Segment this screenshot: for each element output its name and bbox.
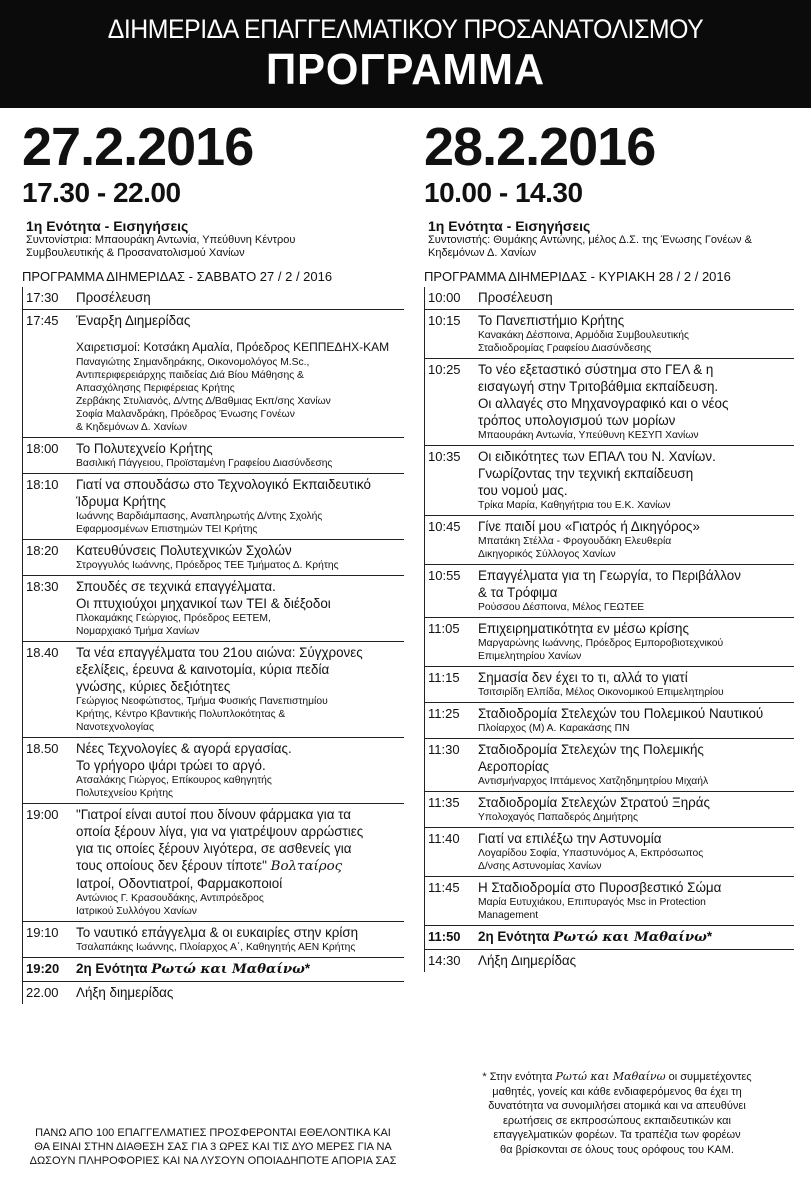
schedule-body — [76, 289, 404, 306]
schedule-body — [478, 361, 794, 442]
schedule-title: Έναρξη Διημερίδας — [76, 313, 191, 328]
schedule-time: 18.50 — [26, 741, 59, 756]
schedule-title: Το Πανεπιστήμιο Κρήτης — [478, 313, 625, 328]
schedule-speaker: Υπολοχαγός Παπαδερός Δημήτρης — [478, 812, 638, 823]
schedule-speaker: Τσιτσιρίδη Ελπίδα, Μέλος Οικονομικού Επιμελητηρίου — [478, 687, 724, 698]
schedule-title: Ιατροί, Οδοντιατροί, Φαρμακοποιοί — [76, 876, 283, 891]
schedule-body — [478, 289, 794, 306]
schedule-title: Λήξη Διημερίδας — [478, 953, 577, 968]
schedule-time: 22.00 — [26, 985, 59, 1000]
schedule-time: 19:20 — [26, 961, 60, 976]
schedule-speaker: Τσαλαπάκης Ιωάννης, Πλοίαρχος Α΄, Καθηγητής ΑΕΝ Κρήτης — [76, 942, 356, 953]
schedule-title: Οι ειδικότητες των ΕΠΑΛ του Ν. Χανίων. — [478, 449, 716, 464]
event-subtitle: ΔΙΗΜΕΡΙΔΑ ΕΠΑΓΓΕΛΜΑΤΙΚΟΥ ΠΡΟΣΑΝΑΤΟΛΙΣΜΟΥ — [107, 14, 704, 44]
schedule-speaker: Επιμελητηρίου Χανίων — [478, 651, 582, 662]
schedule-body — [76, 312, 404, 434]
schedule-title: Οι αλλαγές στο Μηχανογραφικό και ο νέος — [478, 396, 729, 411]
schedule-title: εξελίξεις, έρευνα & καινοτομία, κύρια πεδία — [76, 662, 330, 677]
schedule-row — [425, 950, 794, 972]
schedule-time: 18:10 — [26, 477, 59, 492]
day2-schedule — [424, 287, 794, 972]
schedule-body — [478, 448, 794, 512]
schedule-speaker: Δ/νσης Αστυνομίας Χανίων — [478, 861, 602, 872]
schedule-title: Τα νέα επαγγέλματα του 21ου αιώνα: Σύγχρονες — [76, 645, 363, 660]
day1-program-title: ΠΡΟΓΡΑΜΜΑ ΔΙΗΜΕΡΙΔΑΣ - ΣΑΒΒΑΤΟ 27 / 2 / 2016 — [22, 269, 333, 284]
text-line: δυνατότητα να συνομιλήσει ατομικά και να απευθύνει — [488, 1100, 746, 1112]
schedule-speaker: Κανακάκη Δέσποινα, Αρμόδια Συμβουλευτικής — [478, 330, 689, 341]
header-banner — [0, 0, 811, 108]
schedule-time: 10:35 — [428, 449, 461, 464]
day1-date: 27.2.2016 — [22, 117, 254, 177]
schedule-row — [425, 565, 794, 618]
schedule-body — [478, 952, 794, 969]
schedule-row — [23, 310, 404, 438]
schedule-title: Γίνε παιδί μου «Γιατρός ή Δικηγόρος» — [478, 519, 700, 534]
schedule-title: Το γρήγορο ψάρι τρώει το αργό. — [76, 758, 266, 773]
schedule-time: 19:00 — [26, 807, 59, 822]
schedule-title: Το Πολυτεχνείο Κρήτης — [76, 441, 213, 456]
schedule-title: Σταδιοδρομία Στελεχών του Πολεμικού Ναυτικού — [478, 706, 764, 721]
schedule-speaker: Αντώνιος Γ. Κρασουδάκης, Αντιπρόεδρος — [76, 893, 264, 904]
schedule-speaker: Μαρία Ευτυχιάκου, Επιπυραγός Msc in Protection — [478, 897, 706, 908]
schedule-title: Οι πτυχιούχοι μηχανικοί των ΤΕΙ & διέξοδοι — [76, 596, 331, 611]
volunteers-notice — [22, 1126, 404, 1168]
day2-section-title: 1η Ενότητα - Εισηγήσεις — [428, 218, 591, 234]
schedule-title: τους οποίους δεν ξέρουν τίποτε" Βολταίρος — [76, 858, 343, 874]
schedule-body — [478, 879, 794, 922]
text-line: ερωτήσεις σε εκπροσώπους εκπαιδευτικών και — [503, 1114, 731, 1127]
schedule-row — [23, 804, 404, 922]
schedule-time: 10:55 — [428, 568, 461, 583]
schedule-speaker: Σοφία Μαλανδράκη, Πρόεδρος Ένωσης Γονέων — [76, 409, 295, 420]
schedule-speaker: Αντισμήναρχος Ιπτάμενος Χατζηδημητρίου Μιχαήλ — [478, 776, 709, 787]
text-line: επαγγελματικών φορέων. Τα τραπέζια των φορέων — [493, 1129, 741, 1141]
schedule-row — [425, 359, 794, 446]
schedule-speaker: Απασχόλησης Περιφέρειας Κρήτης — [76, 383, 235, 394]
text-line: * Στην ενότητα Ρωτώ και Μαθαίνω οι συμμετέχοντες — [482, 1070, 752, 1083]
text-line: μαθητές, γονείς και κάθε ενδιαφερόμενος θα έχει τη — [492, 1085, 742, 1098]
schedule-title: Σταδιοδρομία Στελεχών της Πολεμικής — [478, 742, 704, 757]
schedule-speaker: Σταδιοδρομίας Γραφείου Διασύνδεσης — [478, 343, 652, 354]
schedule-time: 18:30 — [26, 579, 59, 594]
schedule-title: Ίδρυμα Κρήτης — [76, 494, 166, 509]
schedule-title: Χαιρετισμοί: Κοτσάκη Αμαλία, Πρόεδρος ΚΕΠΠΕΔΗΧ-ΚΑΜ — [76, 340, 390, 354]
schedule-title: Σπουδές σε τεχνικά επαγγέλματα. — [76, 579, 276, 594]
schedule-title: Γιατί να επιλέξω την Αστυνομία — [478, 831, 662, 846]
day1-schedule — [22, 287, 404, 1004]
schedule-time: 10:00 — [428, 290, 461, 305]
schedule-row — [425, 877, 794, 926]
schedule-time: 18:00 — [26, 441, 59, 456]
day2-program-title: ΠΡΟΓΡΑΜΜΑ ΔΙΗΜΕΡΙΔΑΣ - ΚΥΡΙΑΚΗ 28 / 2 / 2016 — [424, 269, 731, 284]
schedule-title: του νομού μας. — [478, 483, 568, 498]
schedule-title: "Γιατροί είναι αυτοί που δίνουν φάρμακα για τα — [76, 807, 352, 822]
schedule-row — [23, 540, 404, 576]
day2-date: 28.2.2016 — [424, 117, 656, 177]
schedule-body — [76, 644, 404, 734]
schedule-speaker: Πλοίαρχος (Μ) Α. Καρακάσης ΠΝ — [478, 723, 630, 734]
schedule-body — [478, 620, 794, 663]
schedule-time: 11:05 — [428, 621, 460, 636]
schedule-row — [425, 310, 794, 359]
schedule-title: Κατευθύνσεις Πολυτεχνικών Σχολών — [76, 543, 292, 558]
schedule-title: Προσέλευση — [478, 290, 553, 305]
schedule-title: Γιατί να σπουδάσω στο Τεχνολογικό Εκπαιδευτικό — [76, 477, 371, 492]
schedule-row — [425, 828, 794, 877]
schedule-speaker: Λογαρίδου Σοφία, Υπαστυνόμος Α, Εκπρόσωπος — [478, 848, 704, 859]
schedule-body — [76, 806, 404, 918]
schedule-speaker: Στρογγυλός Ιωάννης, Πρόεδρος ΤΕΕ Τμήματος Δ. Κρήτης — [76, 560, 339, 571]
schedule-time: 17:45 — [26, 313, 59, 328]
schedule-title: Σημασία δεν έχει το τι, αλλά το γιατί — [478, 670, 688, 685]
schedule-time: 18:20 — [26, 543, 59, 558]
schedule-body — [478, 669, 794, 699]
schedule-title: Γνωρίζοντας την τεχνική εκπαίδευση — [478, 466, 694, 481]
schedule-title: εισαγωγή στην Τριτοβάθμια εκπαίδευση. — [478, 379, 719, 394]
schedule-row — [23, 576, 404, 642]
schedule-title: Η Σταδιοδρομία στο Πυροσβεστικό Σώμα — [478, 880, 722, 895]
schedule-body — [478, 312, 794, 355]
schedule-body — [478, 567, 794, 614]
schedule-title: γνώσης, κύριες δεξιότητες — [76, 679, 231, 694]
schedule-row — [425, 739, 794, 792]
schedule-speaker: Δικηγορικός Σύλλογος Χανίων — [478, 549, 616, 560]
schedule-body — [76, 984, 404, 1001]
schedule-row — [23, 438, 404, 474]
text-line: θα βρίσκονται σε όλους τους ορόφους του ΚΑΜ. — [500, 1143, 734, 1156]
schedule-title: Αεροπορίας — [478, 759, 550, 774]
schedule-row — [23, 287, 404, 310]
schedule-time: 10:45 — [428, 519, 461, 534]
page-title: ΠΡΟΓΡΑΜΜΑ — [265, 45, 546, 94]
text-line: Συντονίστρια: Μπαουράκη Αντωνία, Υπεύθυνη Κέντρου — [26, 234, 296, 246]
schedule-title: Το ναυτικό επάγγελμα & οι ευκαιρίες στην κρίση — [76, 925, 359, 940]
day2-coordinator — [428, 234, 794, 260]
schedule-body — [76, 740, 404, 800]
text-line: Συντονιστής: Θυμάκης Αντώνης, μέλος Δ.Σ. της Ένωσης Γονέων & — [428, 234, 752, 246]
schedule-body — [478, 518, 794, 561]
schedule-title: 2η Ενότητα Ρωτώ και Μαθαίνω* — [478, 929, 713, 945]
schedule-body — [478, 928, 794, 946]
text-line: ΔΩΣΟΥΝ ΠΛΗΡΟΦΟΡΙΕΣ ΚΑΙ ΝΑ ΛΥΣΟΥΝ ΟΠΟΙΑΔΗΠΟΤΕ ΑΠΟΡΙΑ ΣΑΣ — [29, 1155, 397, 1167]
schedule-speaker: Ιωάννης Βαρδιάμπασης, Αναπληρωτής Δ/ντης Σχολής — [76, 511, 323, 522]
schedule-row — [425, 516, 794, 565]
schedule-title — [76, 329, 404, 339]
schedule-row — [425, 446, 794, 516]
schedule-time: 19:10 — [26, 925, 59, 940]
schedule-time: 11:45 — [428, 880, 460, 895]
schedule-speaker: Ιατρικού Συλλόγου Χανίων — [76, 906, 197, 917]
schedule-speaker: Πολυτεχνείου Κρήτης — [76, 788, 174, 799]
day1-time: 17.30 - 22.00 — [22, 177, 181, 208]
schedule-row — [425, 287, 794, 310]
schedule-time: 11:35 — [428, 795, 460, 810]
schedule-speaker: Μπαουράκη Αντωνία, Υπεύθυνη ΚΕΣΥΠ Χανίων — [478, 430, 699, 441]
schedule-title: & τα Τρόφιμα — [478, 585, 558, 600]
schedule-row — [23, 642, 404, 738]
schedule-speaker: Παναγιώτης Σημανδηράκης, Οικονομολόγος M.Sc., — [76, 357, 310, 368]
schedule-title: Λήξη διημερίδας — [76, 985, 174, 1000]
schedule-speaker: Κρήτης, Κέντρο Κβαντικής Πολυπλοκότητας & — [76, 709, 286, 720]
schedule-title: Νέες Τεχνολογίες & αγορά εργασίας. — [76, 741, 292, 756]
schedule-speaker: Μαργαρώνης Ιωάννης, Πρόεδρος Εμποροβιοτεχνικού — [478, 638, 724, 649]
schedule-row — [425, 703, 794, 739]
schedule-body — [478, 794, 794, 824]
schedule-body — [76, 578, 404, 638]
day2-time: 10.00 - 14.30 — [424, 177, 583, 208]
schedule-speaker: Βασιλική Πάγγειου, Προϊσταμένη Γραφείου Διασύνδεσης — [76, 458, 333, 469]
schedule-title: Επιχειρηματικότητα εν μέσω κρίσης — [478, 621, 689, 636]
schedule-speaker: Γεώργιος Νεοφώτιστος, Τμήμα Φυσικής Πανεπιστημίου — [76, 696, 328, 707]
schedule-speaker: & Κηδεμόνων Δ. Χανίων — [76, 422, 187, 433]
schedule-body — [76, 440, 404, 470]
schedule-speaker: Management — [478, 910, 539, 921]
schedule-row — [425, 926, 794, 950]
schedule-body — [478, 705, 794, 735]
day1-column — [22, 118, 404, 1004]
footnote — [452, 1070, 782, 1157]
schedule-speaker: Νομαρχιακό Τμήμα Χανίων — [76, 626, 200, 637]
schedule-body — [76, 960, 404, 978]
schedule-row — [425, 618, 794, 667]
schedule-time: 10:25 — [428, 362, 461, 377]
day1-coordinator — [26, 234, 404, 260]
schedule-title: οποία ξέρουν λίγα, για να γιατρέψουν αρρώστιες — [76, 824, 364, 839]
schedule-title: Το νέο εξεταστικό σύστημα στο ΓΕΛ & η — [478, 362, 714, 377]
schedule-title: Προσέλευση — [76, 290, 151, 305]
schedule-time: 18.40 — [26, 645, 59, 660]
schedule-body — [76, 924, 404, 954]
schedule-row — [23, 982, 404, 1004]
schedule-time: 14:30 — [428, 953, 461, 968]
schedule-row — [23, 922, 404, 958]
schedule-title: για τις οποίες ξέρουν λιγότερα, σε ασθενείς για — [76, 841, 352, 856]
schedule-title: 2η Ενότητα Ρωτώ και Μαθαίνω* — [76, 961, 311, 977]
day2-column — [424, 118, 794, 972]
schedule-time: 11:25 — [428, 706, 460, 721]
schedule-time: 11:40 — [428, 831, 460, 846]
schedule-body — [478, 741, 794, 788]
schedule-title: τρόπος υπολογισμού των μορίων — [478, 413, 676, 428]
schedule-time: 11:50 — [428, 929, 461, 944]
schedule-time: 17:30 — [26, 290, 59, 305]
schedule-speaker: Νανοτεχνολογίας — [76, 722, 154, 733]
schedule-row — [23, 738, 404, 804]
schedule-row — [425, 792, 794, 828]
text-line: ΠΑΝΩ ΑΠΟ 100 ΕΠΑΓΓΕΛΜΑΤΙΕΣ ΠΡΟΣΦΕΡΟΝΤΑΙ ΕΘΕΛΟΝΤΙΚΑ ΚΑΙ — [35, 1127, 391, 1139]
schedule-speaker: Ατσαλάκης Γιώργος, Επίκουρος καθηγητής — [76, 775, 272, 786]
text-line: ΘΑ ΕΙΝΑΙ ΣΤΗΝ ΔΙΑΘΕΣΗ ΣΑΣ ΓΙΑ 3 ΩΡΕΣ ΚΑΙ ΤΙΣ ΔΥΟ ΜΕΡΕΣ ΓΙΑ ΝΑ — [34, 1141, 392, 1153]
schedule-time: 11:30 — [428, 742, 460, 757]
day1-section-title: 1η Ενότητα - Εισηγήσεις — [26, 218, 189, 234]
schedule-speaker: Τρίκα Μαρία, Καθηγήτρια του Ε.Κ. Χανίων — [478, 500, 671, 511]
schedule-time: 10:15 — [428, 313, 461, 328]
schedule-time: 11:15 — [428, 670, 460, 685]
schedule-speaker: Αντιπεριφερειάρχης παιδείας Διά Βίου Μάθησης & — [76, 370, 304, 381]
schedule-speaker: Ζερβάκης Στυλιανός, Δ/ντης Δ/Βαθμιας Εκπ/σης Χανίων — [76, 396, 331, 407]
schedule-body — [478, 830, 794, 873]
text-line: Κηδεμόνων Δ. Χανίων — [428, 247, 537, 259]
schedule-body — [76, 476, 404, 536]
schedule-title: Σταδιοδρομία Στελεχών Στρατού Ξηράς — [478, 795, 710, 810]
schedule-speaker: Ρούσσου Δέσποινα, Μέλος ΓΕΩΤΕΕ — [478, 602, 645, 613]
schedule-row — [23, 958, 404, 982]
text-line: Συμβουλευτικής & Προσανατολισμού Χανίων — [26, 247, 245, 259]
schedule-body — [76, 542, 404, 572]
schedule-row — [23, 474, 404, 540]
schedule-speaker: Εφαρμοσμένων Επιστημών ΤΕΙ Κρήτης — [76, 524, 258, 535]
schedule-speaker: Μπατάκη Στέλλα - Φρογουδάκη Ελευθερία — [478, 536, 672, 547]
schedule-speaker: Πλοκαμάκης Γεώργιος, Πρόεδρος ΕΕΤΕΜ, — [76, 613, 271, 624]
schedule-title: Επαγγέλματα για τη Γεωργία, το Περιβάλλον — [478, 568, 741, 583]
schedule-row — [425, 667, 794, 703]
